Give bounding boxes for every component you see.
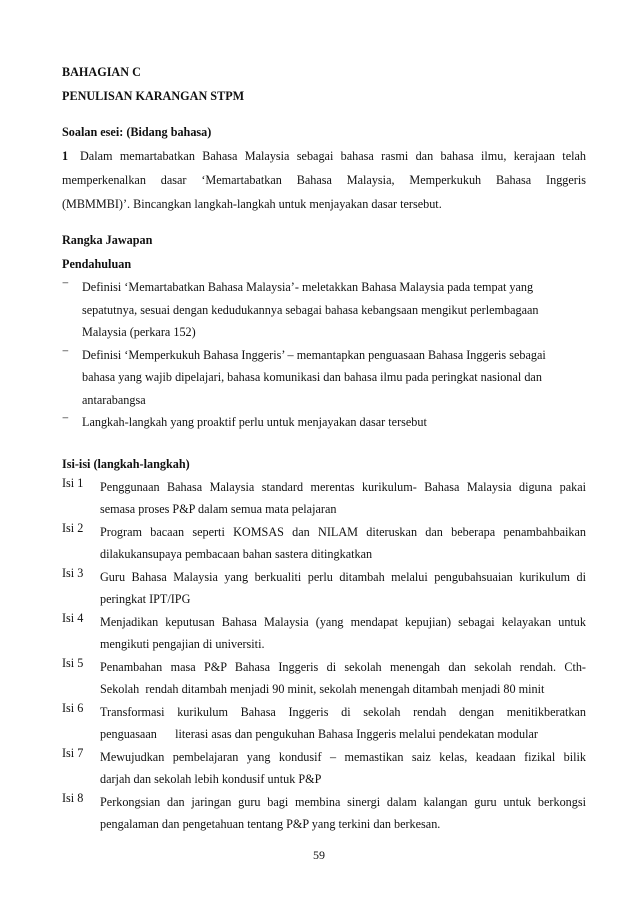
question-line: memperkenalkan dasar ‘Memartabatkan Bahasa Malaysia, Memperkukuh Bahasa Inggeris bbox=[62, 173, 586, 187]
intro-item: − Definisi ‘Memartabatkan Bahasa Malaysia’- meletakkan Bahasa Malaysia pada tempat yang sepatutnya, sesuai dengan kedudukannya sebagai bahasa kebangsaan mengikut perlembagaan Malaysia (perkara 152) bbox=[62, 276, 539, 339]
intro-item: − Langkah-langkah yang proaktif perlu untuk menjayakan dasar tersebut bbox=[62, 411, 427, 429]
isi-label: Isi 5 bbox=[62, 655, 84, 670]
isi-label: Isi 2 bbox=[62, 520, 84, 535]
dash-bullet: − bbox=[62, 343, 69, 358]
intro-item: − Definisi ‘Memperkukuh Bahasa Inggeris’ – memantapkan penguasaan Bahasa Inggeris sebagai bahasa yang wajib dipelajari, bahasa komunikasi dan bahasa ilmu pada peringkat nasional dan antarabangsa bbox=[62, 343, 546, 407]
dash-bullet: − bbox=[62, 276, 69, 290]
section-title: BAHAGIAN C bbox=[62, 65, 141, 79]
isi-label: Isi 3 bbox=[62, 565, 84, 580]
body-heading: Isi-isi (langkah-langkah) bbox=[62, 456, 190, 471]
isi-label: Isi 4 bbox=[62, 610, 84, 625]
isi-item: Isi 3 Guru Bahasa Malaysia yang berkualiti perlu ditambah melalui pengubahsuaian kurikulum di peringkat IPT/IPG bbox=[62, 565, 586, 606]
section-subtitle: PENULISAN KARANGAN STPM bbox=[62, 89, 245, 103]
isi-label: Isi 8 bbox=[62, 790, 84, 805]
isi-item: Isi 5 Penambahan masa P&P Bahasa Inggeris di sekolah menengah dan sekolah rendah. Cth- Sekolah rendah ditambah menjadi 90 minit, sekolah menengah ditambah menjadi 80 minit bbox=[62, 655, 586, 696]
page-number: 59 bbox=[313, 848, 325, 862]
isi-item: Isi 7 Mewujudkan pembelajaran yang kondusif – memastikan saiz kelas, keadaan fizikal bilik darjah dan sekolah lebih kondusif untuk P&P bbox=[62, 745, 586, 786]
isi-label: Isi 6 bbox=[62, 700, 84, 715]
question-line: (MBMMBI)’. Bincangkan langkah-langkah untuk menjayakan dasar tersebut. bbox=[62, 197, 442, 211]
intro-heading: Pendahuluan bbox=[62, 257, 132, 271]
isi-item: Isi 1 Penggunaan Bahasa Malaysia standard merentas kurikulum- Bahasa Malaysia diguna pakai semasa proses P&P dalam semua mata pelajaran bbox=[62, 475, 586, 516]
question-text bbox=[62, 144, 586, 216]
isi-item: Isi 2 Program bacaan seperti KOMSAS dan NILAM diteruskan dan beberapa penambahbaikan dilakukansupaya pembacaan bahan sastera ditingkatkan bbox=[62, 520, 586, 561]
page-content bbox=[62, 60, 586, 836]
question-heading: Soalan esei: (Bidang bahasa) bbox=[62, 125, 212, 139]
isi-label: Isi 1 bbox=[62, 475, 84, 490]
dash-bullet: − bbox=[62, 411, 69, 425]
isi-label: Isi 7 bbox=[62, 745, 84, 760]
isi-item: Isi 6 Transformasi kurikulum Bahasa Inggeris di sekolah rendah dengan menitikberatkan penguasaan literasi asas dan pengukuhan Bahasa Inggeris melalui pendekatan modular bbox=[62, 700, 586, 741]
isi-item: Isi 4 Menjadikan keputusan Bahasa Malaysia (yang mendapat kepujian) sebagai kelayakan untuk mengikuti pengajian di universiti. bbox=[62, 610, 586, 651]
question-line: 1 Dalam memartabatkan Bahasa Malaysia sebagai bahasa rasmi dan bahasa ilmu, kerajaan telah bbox=[62, 144, 586, 168]
isi-item: Isi 8 Perkongsian dan jaringan guru bagi membina sinergi dalam kalangan guru untuk berkongsi pengalaman dan pengetahuan tentang P&P yang terkini dan berkesan. bbox=[62, 790, 586, 831]
question-number: 1 bbox=[62, 149, 69, 163]
outline-heading: Rangka Jawapan bbox=[62, 233, 153, 247]
